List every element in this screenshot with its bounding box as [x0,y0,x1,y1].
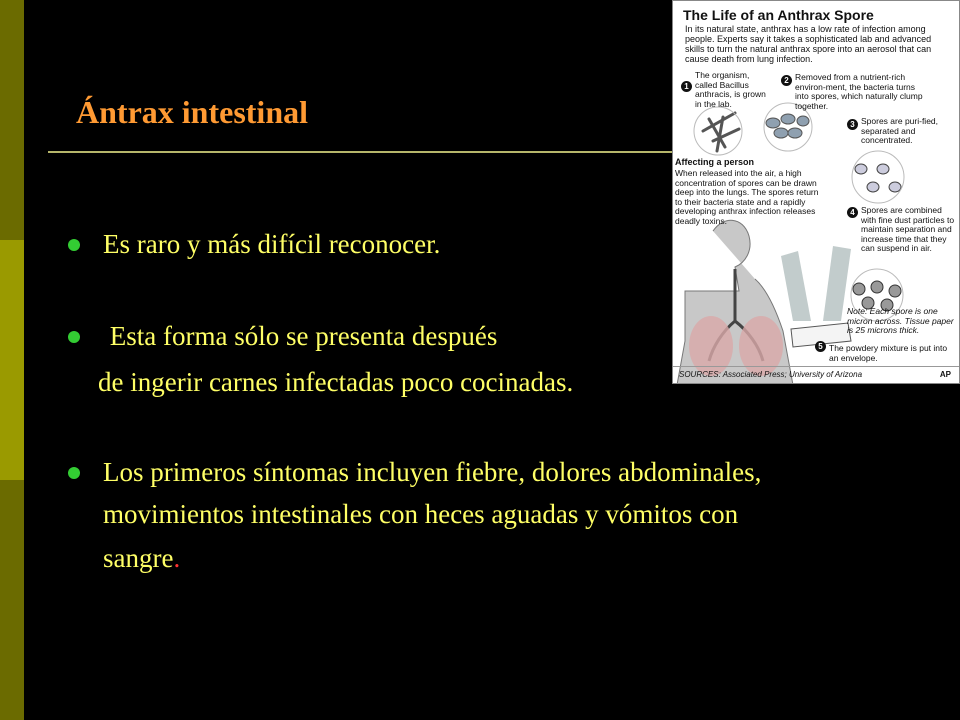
step-text: Spores are puri-fied, separated and concentrated. [861,116,939,145]
bullet-text-end: sangre [103,543,174,573]
step-3-circle [852,151,904,203]
separated-spores [855,164,901,192]
bullet-dot [68,239,80,251]
sidebar-stripe-bottom [0,480,24,720]
step-number: 1 [681,81,692,92]
sidebar-stripe-top [0,0,24,240]
red-period: . [173,543,181,573]
bullet-dot [68,467,80,479]
infographic-title: The Life of an Anthrax Spore [683,7,874,23]
bullet-text: Los primeros síntomas incluyen fiebre, dolores abdominales, [103,457,762,487]
infographic-footer [673,366,959,383]
title-divider [48,151,676,153]
step-number: 5 [815,341,826,352]
bullet-text-continued: de ingerir carnes infectadas poco cocinadas. [98,367,574,397]
bullet-dot [68,331,80,343]
step-text: Removed from a nutrient-rich environ-ment, the bacteria turns into spores, which naturally clump together. [795,72,923,111]
spore-clumps [766,114,809,138]
slide-title: Ántrax intestinal [76,94,308,130]
infographic-intro: In its natural state, anthrax has a low rate of infection among people. Experts say it takes a sophisticated lab and advanced skills to turn the natural anthrax spore into an aerosol that can cause death from lung infection. [685,24,932,64]
ap-credit: AP [939,370,951,379]
bullet-text: Esta forma sólo se presenta después [103,321,498,351]
spray-arrow-left [781,251,811,321]
step-number: 2 [781,75,792,86]
affecting-text: When released into the air, a high concentration of spores can be drawn deep into the lungs. The spores return to their bacteria state and a rapidly developing anthrax infection releases deadly toxins. [675,168,819,226]
step-text: The organism, called Bacillus anthracis, is grown in the lab. [695,70,766,109]
bullet-text-continued [103,536,180,580]
bullet-text: Es raro y más difícil reconocer. [103,229,441,259]
sources-text: SOURCES: Associated Press; University of Arizona [679,370,863,379]
step-text: The powdery mixture is put into an envelope. [829,343,948,363]
sidebar-stripe-middle [0,240,24,480]
bullet-text-continued: movimientos intestinales con heces aguadas y vómitos con [103,499,739,529]
size-note: Note: Each spore is one micron across. Tissue paper is 25 microns thick. [847,306,954,335]
step-number: 4 [847,207,858,218]
affecting-title: Affecting a person [675,157,755,167]
step-number: 3 [847,119,858,130]
step-text: Spores are combined with fine dust particles to maintain separation and increase time that they can suspend in air. [861,205,955,253]
bacteria-rods [703,113,739,151]
anthrax-infographic [672,0,960,384]
